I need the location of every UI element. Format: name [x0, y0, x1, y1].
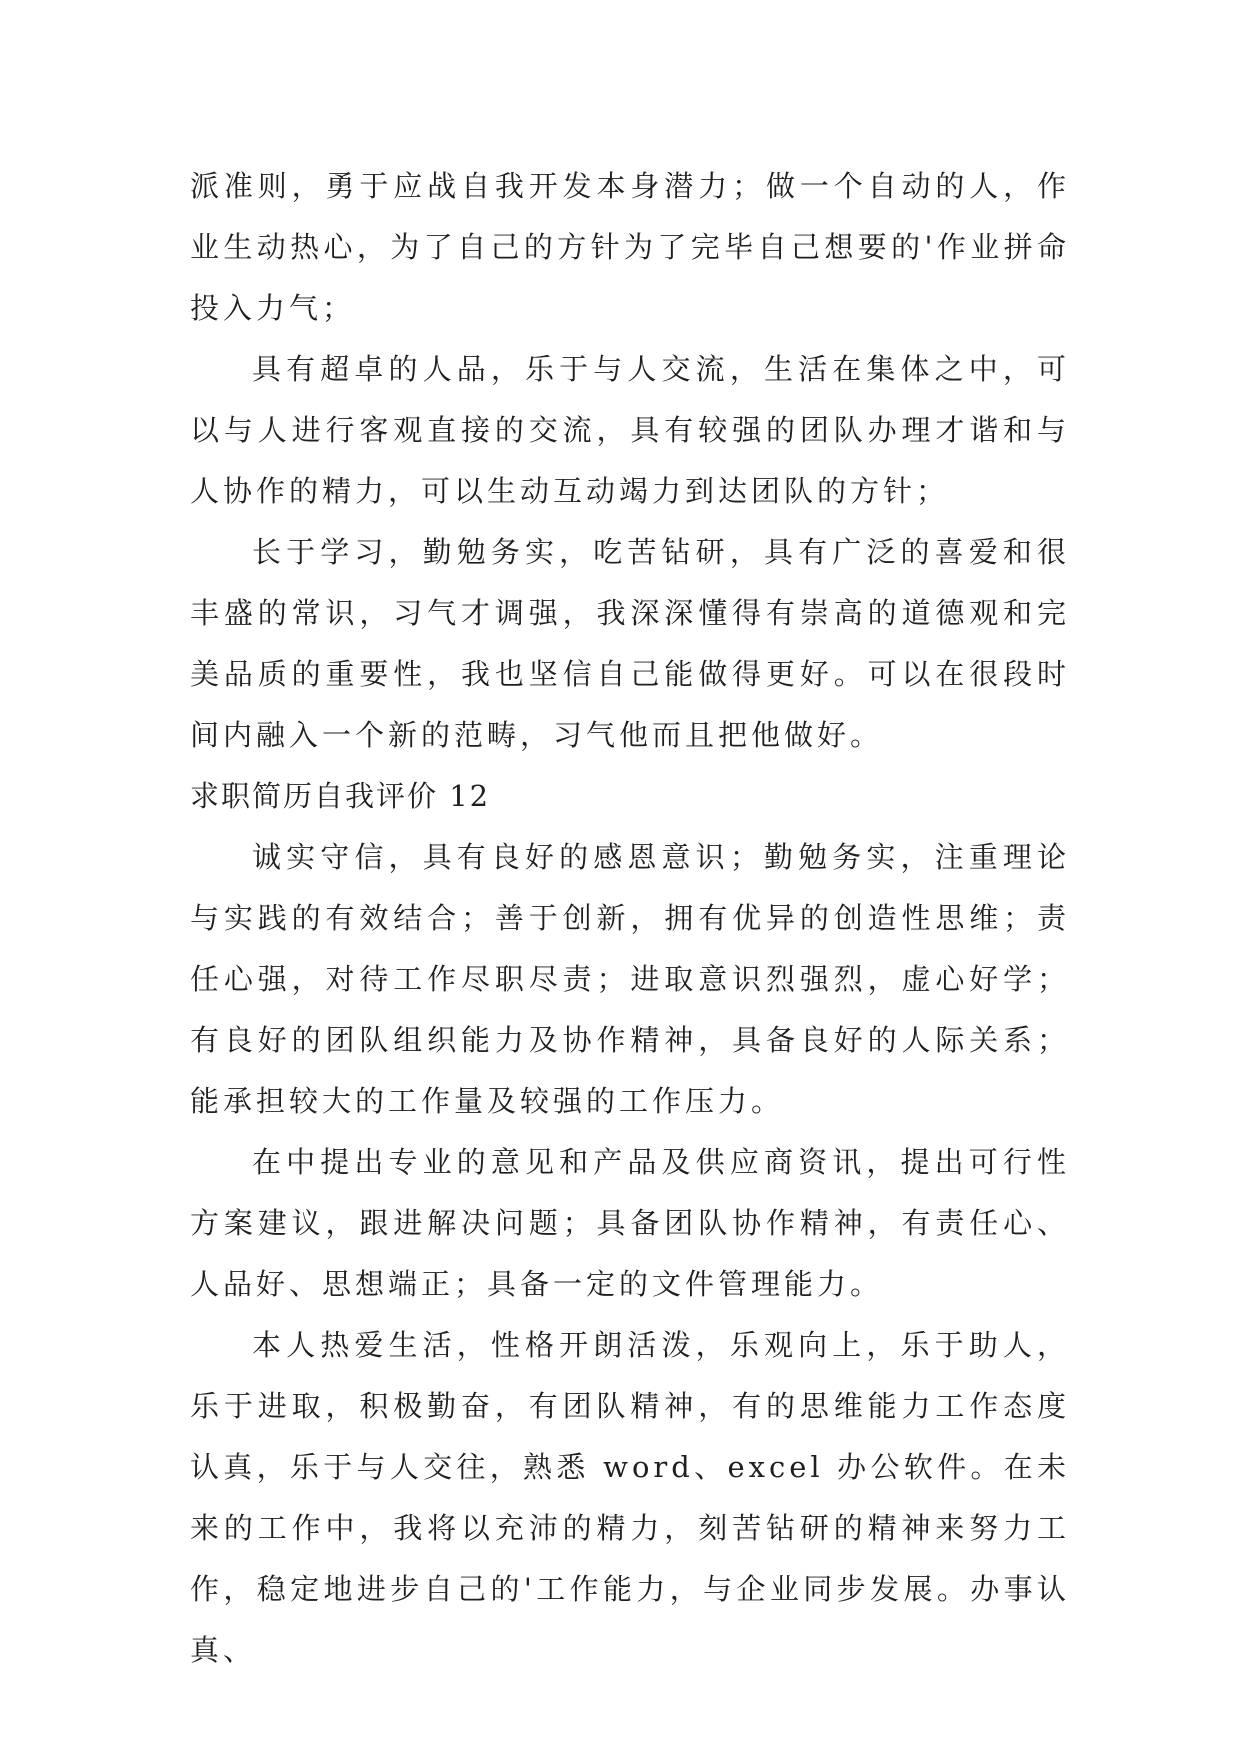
section-paragraph-3: 本人热爱生活，性格开朗活泼，乐观向上，乐于助人，乐于进取，积极勤奋，有团队精神，有的思维能力工作态度认真，乐于与人交往，熟悉 word、excel 办公软件。在未来的工作中，我将以充沛的精力，刻苦钻研的精神来努力工作，稳定地进步自己的'工作能力，与企业同步发展。办事认真、: [190, 1328, 1070, 1667]
paragraph-3: 长于学习，勤勉务实，吃苦钻研，具有广泛的喜爱和很丰盛的常识，习气才调强，我深深懂得有崇高的道德观和完美品质的重要性，我也坚信自己能做得更好。可以在很段时间内融入一个新的范畴，习气他而且把他做好。: [190, 535, 1070, 752]
section-paragraph-1: 诚实守信，具有良好的感恩意识；勤勉务实，注重理论与实践的有效结合；善于创新，拥有优异的创造性思维；责任心强，对待工作尽职尽责；进取意识烈强烈，虚心好学；有良好的团队组织能力及协作精神，具备良好的人际关系；能承担较大的工作量及较强的工作压力。: [190, 840, 1070, 1118]
paragraph-1: 派准则，勇于应战自我开发本身潜力；做一个自动的人，作业生动热心，为了自己的方针为了完毕自己想要的'作业拼命投入力气；: [190, 169, 1070, 325]
section-heading: 求职简历自我评价 12: [190, 779, 491, 813]
document-body: [190, 156, 1070, 1681]
paragraph-2: 具有超卓的人品，乐于与人交流，生活在集体之中，可以与人进行客观直接的交流，具有较强的团队办理才谐和与人协作的精力，可以生动互动竭力到达团队的方针；: [190, 352, 1070, 508]
section-paragraph-2: 在中提出专业的意见和产品及供应商资讯，提出可行性方案建议，跟进解决问题；具备团队协作精神，有责任心、人品好、思想端正；具备一定的文件管理能力。: [190, 1145, 1070, 1301]
